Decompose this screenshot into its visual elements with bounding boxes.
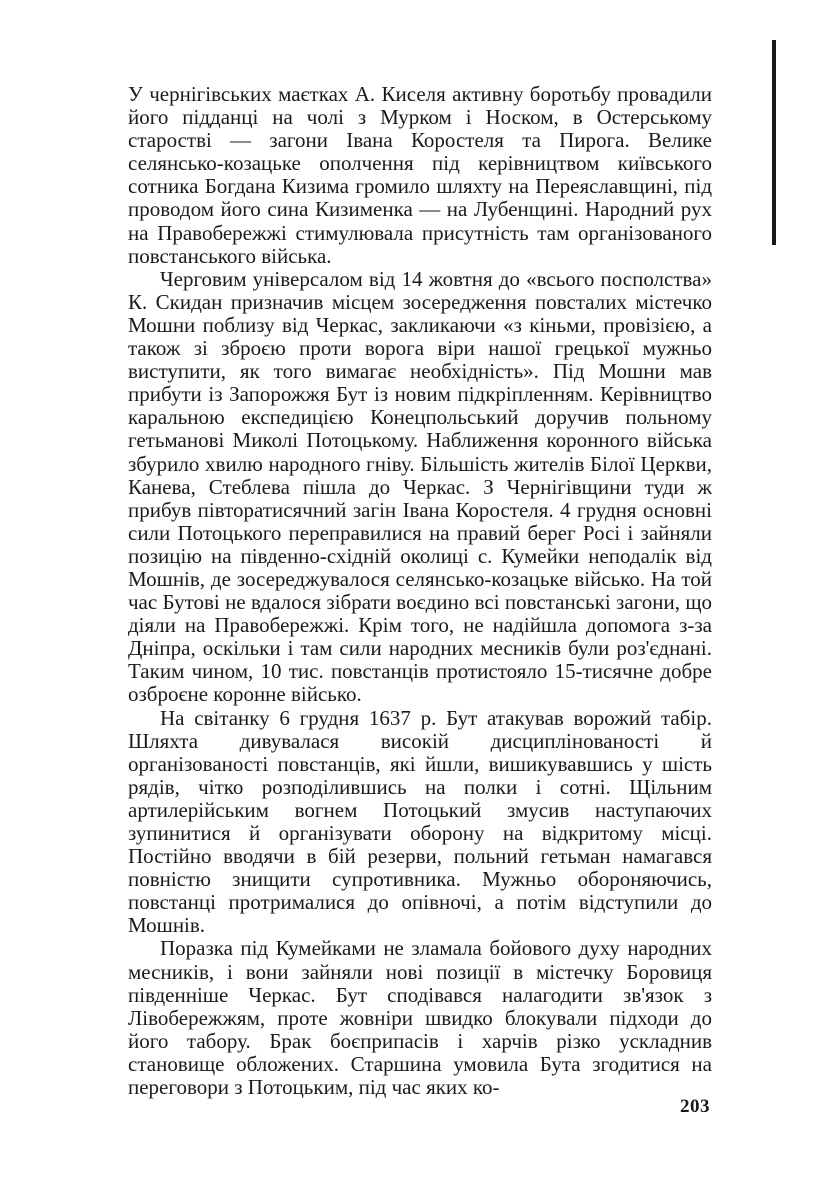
paragraph-2: Черговим універсалом від 14 жовтня до «всього посполства» К. Скидан призначив місцем зосередження повсталих містечко Мошни поблизу від Черкас, закликаючи «з кіньми, провізією, а також зі зброєю проти ворога віри нашої грецької мужньо виступити, як того вимагає необхідність». Під Мошни мав прибути із Запорожжя Бут із новим підкріпленням. Керівництво каральною експедицією Конецпольський доручив польному гетьманові Миколі Потоцькому. Наближення коронного війська збурило хвилю народного гніву. Більшість жителів Білої Церкви, Канева, Стеблева пішла до Черкас. З Чернігівщини туди ж прибув півторатисячний загін Івана Коростеля. 4 грудня основні сили Потоцького переправилися на правий берег Росі і зайняли позицію на південно-східній околиці с. Кумейки неподалік від Мошнів, де зосереджувалося селянсько-козацьке військо. На той час Бутові не вдалося зібрати воєдино всі повстанські загони, що діяли на Правобережжі. Крім того, не надійшла допомога з-за Дніпра, оскільки і там сили народних месників були роз'єднані. Таким чином, 10 тис. повстанців протистояло 15-тисячне добре озброєне коронне військо. bbox=[128, 266, 712, 707]
page-body bbox=[128, 83, 712, 1099]
scan-edge-line bbox=[772, 40, 776, 245]
page-number: 203 bbox=[680, 1096, 710, 1117]
paragraph-4: Поразка під Кумейками не зламала бойового духу народних месників, і вони зайняли нові позиції в містечку Боровиця південніше Черкас. Бут сподівався налагодити зв'язок з Лівобережжям, проте жовніри швидко блокували підходи до його табору. Брак боєприпасів і харчів різко ускладнив становище обложених. Старшина умовила Бута згодитися на переговори з Потоцьким, під час яких ко- bbox=[128, 936, 712, 1100]
paragraph-3: На світанку 6 грудня 1637 р. Бут атакував ворожий табір. Шляхта дивувалася високій дисциплінованості й організованості повстанців, які йшли, вишикувавшись у шість рядів, чітко розподілившись на полки і сотні. Щільним артилерійським вогнем Потоцький змусив наступаючих зупинитися й організувати оборону на відкритому місці. Постійно вводячи в бій резерви, польний гетьман намагався повністю знищити супротивника. Мужньо обороняючись, повстанці протрималися до опівночі, а потім відступили до Мошнів. bbox=[128, 705, 712, 938]
paragraph-1: У чернігівських маєтках А. Киселя активну боротьбу провадили його підданці на чолі з Мурком і Носком, в Остерському старостві — загони Івана Коростеля та Пирога. Велике селянсько-козацьке ополчення під керівництвом київського сотника Богдана Кизима громило шляхту на Переяславщині, під проводом його сина Кизименка — на Лубенщині. Народний рух на Правобережжі стимулювала присутність там організованого повстанського війська. bbox=[128, 82, 712, 268]
